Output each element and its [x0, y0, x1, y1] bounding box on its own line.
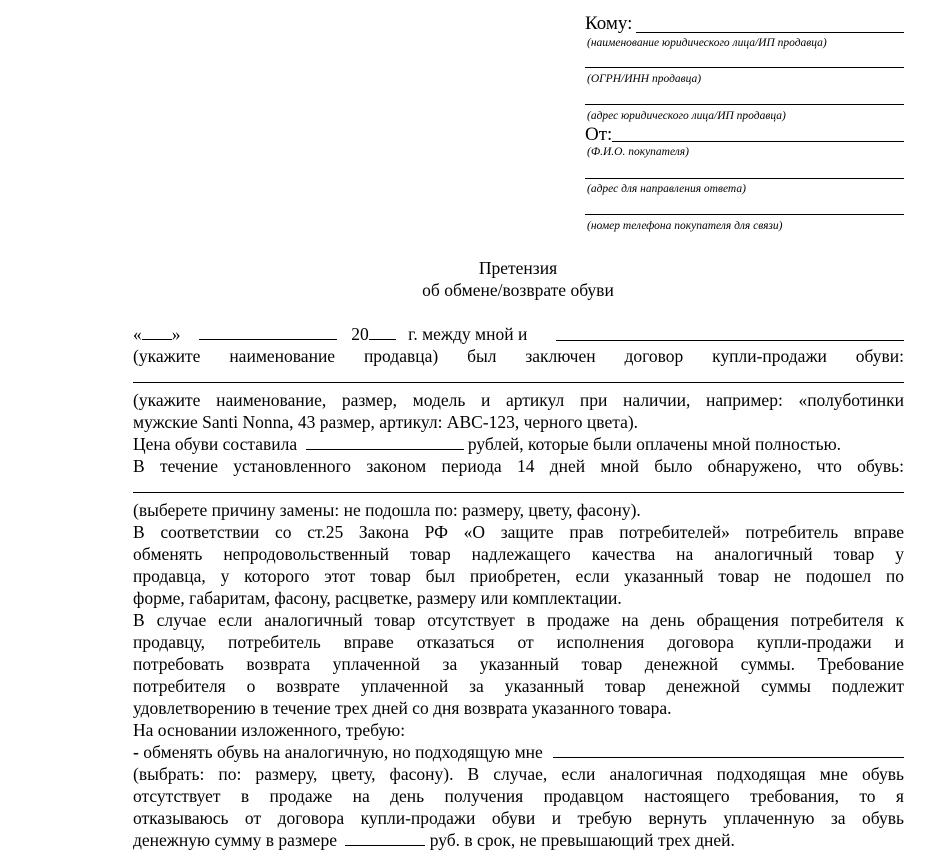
claim-body [133, 323, 904, 851]
body-line: (укажите наименование продавца) был заключен договор купли-продажи обуви: [133, 346, 904, 366]
reply-address-field[interactable] [585, 178, 904, 179]
price-suffix: рублей, которые были оплачены мной полностью. [467, 434, 842, 454]
replacement-field[interactable] [553, 741, 904, 758]
from-label: От: [585, 124, 613, 145]
body-line: отсутствует в продаже на день получения продавцом настоящего требования, то я [133, 786, 904, 806]
month-field[interactable] [199, 323, 337, 340]
seller-name-caption: (наименование юридического лица/ИП продавца) [587, 37, 827, 49]
body-line: В случае если аналогичный товар отсутствует в продаже на день обращения потребителя к [133, 610, 904, 630]
date-open-quote: « [133, 324, 142, 344]
refund-line [133, 829, 904, 851]
body-line: форме, габаритам, фасону, расцветке, размеру или комплектации. [133, 588, 622, 608]
body-line: продавцу, потребитель вправе отказаться от исполнения договора купли-продажи и [133, 632, 904, 652]
body-line: (выбрать: по: размеру, цвету, фасону). В случае, если аналогичная подходящая мне обувь [133, 764, 904, 784]
price-field[interactable] [306, 433, 464, 450]
reply-address-caption: (адрес для направления ответа) [587, 183, 746, 195]
refund-prefix: денежную сумму в размере [133, 830, 337, 850]
price-line [133, 433, 904, 455]
year-prefix: 20 [351, 324, 369, 344]
phone-caption: (номер телефона покупателя для связи) [587, 220, 783, 232]
day-field[interactable] [142, 323, 172, 340]
demand-line [133, 741, 904, 763]
seller-address-caption: (адрес юридического лица/ИП продавца) [587, 110, 786, 122]
buyer-name-field[interactable] [612, 141, 904, 142]
date-line [133, 323, 904, 345]
shoe-description-field[interactable] [133, 367, 904, 389]
refund-suffix: руб. в срок, не превышающий трех дней. [429, 830, 735, 850]
demand-text: обменять обувь на аналогичную, но подходящую мне [143, 742, 543, 762]
ogrn-caption: (ОГРН/ИНН продавца) [587, 73, 702, 85]
body-line: удовлетворению в течение трех дней со дня возврата указанного товара. [133, 698, 672, 718]
body-line: потребителя о возврате уплаченной за указанный товар денежной суммы подлежит [133, 676, 904, 696]
seller-address-field[interactable] [585, 104, 904, 105]
body-line: обменять непродовольственный товар надлежащего качества на аналогичный товар у [133, 544, 904, 564]
seller-name-field[interactable] [636, 32, 904, 33]
document-subtitle: об обмене/возврате обуви [422, 280, 614, 300]
body-line: продавца, у которого этот товар был приобретен, если указанный товар не подошел по [133, 566, 904, 586]
document-title: Претензия [478, 258, 558, 278]
body-line: На основании изложенного, требую: [133, 720, 406, 740]
body-line: потребовать возврата уплаченной за указанный товар денежной суммы. Требование [133, 654, 904, 674]
body-line: В соответствии со ст.25 Закона РФ «О защите прав потребителей» потребитель вправе [133, 522, 904, 542]
body-line: В течение установленного законом периода 14 дней мной было обнаружено, что обувь: [133, 456, 904, 476]
body-line: отказываюсь от договора купли-продажи обуви и требую вернуть уплаченную за обувь [133, 808, 904, 828]
refund-amount-field[interactable] [345, 829, 425, 846]
body-line: (укажите наименование, размер, модель и артикул при наличии, например: «полуботинки [133, 390, 904, 410]
seller-inline-field[interactable] [556, 324, 904, 341]
buyer-name-caption: (Ф.И.О. покупателя) [587, 146, 689, 158]
price-prefix: Цена обуви составила [133, 434, 298, 454]
demand-dash: - [133, 742, 139, 762]
date-tail: г. между мной и [408, 324, 528, 344]
body-line: (выберете причину замены: не подошла по: размеру, цвету, фасону). [133, 500, 641, 520]
year-field[interactable] [369, 323, 396, 340]
defect-description-field[interactable] [133, 477, 904, 499]
to-label: Кому: [585, 13, 633, 34]
phone-field[interactable] [585, 214, 904, 215]
ogrn-field[interactable] [585, 67, 904, 68]
body-line: мужские Santi Nonna, 43 размер, артикул: АВС-123, черного цвета). [133, 412, 639, 432]
date-close-quote: » [171, 324, 181, 344]
